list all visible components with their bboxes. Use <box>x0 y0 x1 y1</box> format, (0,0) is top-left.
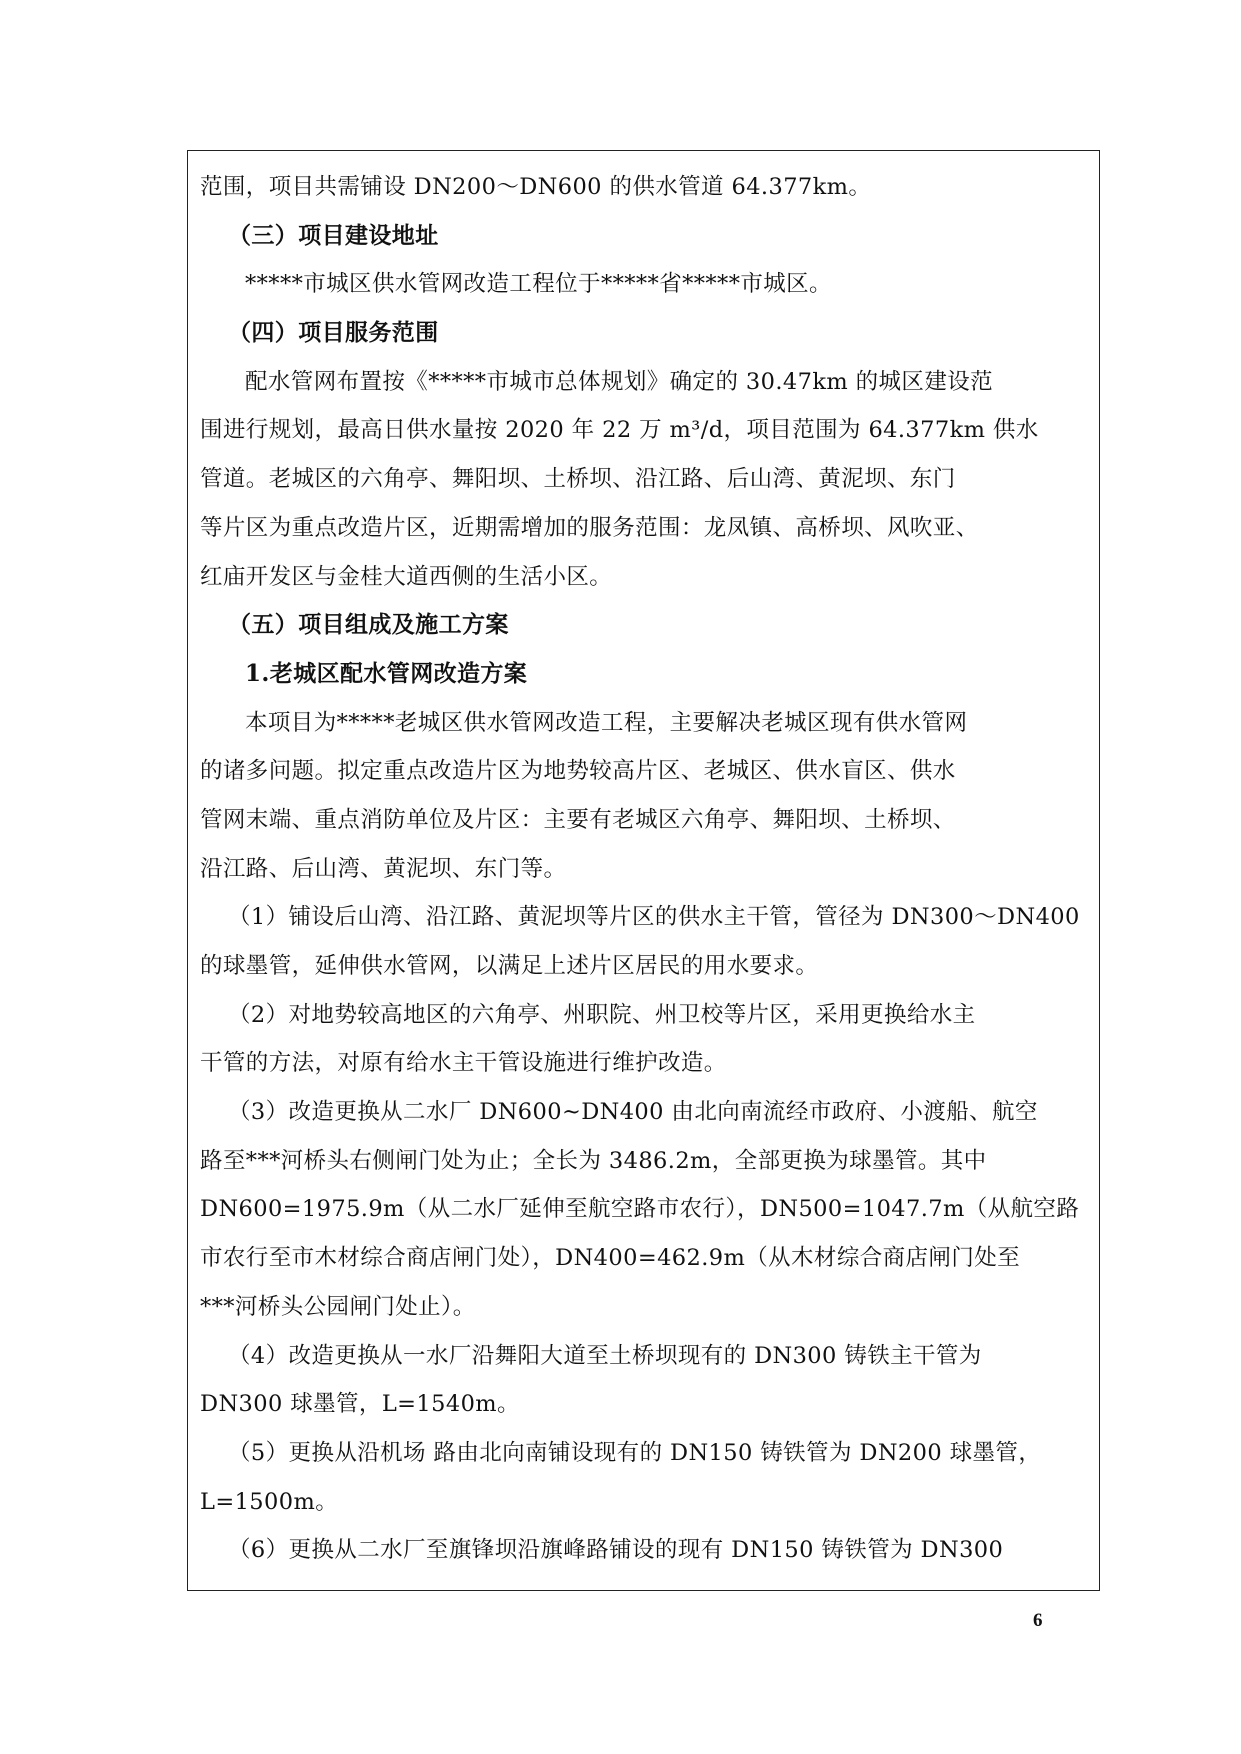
list-item-5: （5）更换从沿机场 路由北向南铺设现有的 DN150 铸铁管为 DN200 球墨管， <box>228 1439 1042 1466</box>
subsection-heading-old-town-plan: 1.老城区配水管网改造方案 <box>245 659 528 687</box>
page-number: 6 <box>1033 1610 1043 1631</box>
paragraph-line: 的球墨管，延伸供水管网，以满足上述片区居民的用水要求。 <box>200 953 819 979</box>
content-frame <box>187 150 1100 1591</box>
list-item-1: （1）铺设后山湾、沿江路、黄泥坝等片区的供水主干管，管径为 DN300～DN400 <box>228 904 1080 931</box>
paragraph-line: *****市城区供水管网改造工程位于*****省*****市城区。 <box>245 271 832 298</box>
list-item-6: （6）更换从二水厂至旗锋坝沿旗峰路铺设的现有 DN150 铸铁管为 DN300 <box>228 1537 1004 1564</box>
paragraph-line: 等片区为重点改造片区，近期需增加的服务范围：龙凤镇、高桥坝、风吹亚、 <box>200 514 979 541</box>
list-item-3: （3）改造更换从二水厂 DN600~DN400 由北向南流经市政府、小渡船、航空 <box>228 1099 1038 1126</box>
paragraph-line: 路至***河桥头右侧闸门处为止；全长为 3486.2m，全部更换为球墨管。其中 <box>200 1147 987 1174</box>
paragraph-line: 配水管网布置按《*****市城市总体规划》确定的 30.47km 的城区建设范 <box>245 368 994 395</box>
section-heading-address: （三）项目建设地址 <box>228 222 439 249</box>
paragraph-line: 市农行至市木材综合商店闸门处），DN400=462.9m（从木材综合商店闸门处至 <box>200 1245 1021 1272</box>
paragraph-line: 围进行规划，最高日供水量按 2020 年 22 万 m³/d，项目范围为 64.377km 供水 <box>200 417 1039 444</box>
paragraph-line: DN300 球墨管，L=1540m。 <box>200 1391 520 1418</box>
section-heading-composition: （五）项目组成及施工方案 <box>228 612 509 639</box>
paragraph-line: L=1500m。 <box>200 1488 339 1515</box>
paragraph-line: 红庙开发区与金桂大道西侧的生活小区。 <box>200 563 613 590</box>
paragraph-line: 管道。老城区的六角亭、舞阳坝、土桥坝、沿江路、后山湾、黄泥坝、东门 <box>200 466 956 493</box>
paragraph-line: DN600=1975.9m（从二水厂延伸至航空路市农行），DN500=1047.7m（从航空路 <box>200 1196 1080 1223</box>
paragraph-line: ***河桥头公园闸门处止）。 <box>200 1293 476 1320</box>
paragraph-line: 干管的方法，对原有给水主干管设施进行维护改造。 <box>200 1050 727 1077</box>
paragraph-line: 本项目为*****老城区供水管网改造工程，主要解决老城区现有供水管网 <box>245 709 968 736</box>
paragraph-line: 沿江路、后山湾、黄泥坝、东门等。 <box>200 855 567 882</box>
paragraph-line: 范围，项目共需铺设 DN200～DN600 的供水管道 64.377km。 <box>200 174 872 200</box>
section-heading-service-scope: （四）项目服务范围 <box>228 320 439 347</box>
paragraph-line: 的诸多问题。拟定重点改造片区为地势较高片区、老城区、供水盲区、供水 <box>200 758 956 785</box>
paragraph-line: 管网末端、重点消防单位及片区：主要有老城区六角亭、舞阳坝、土桥坝、 <box>200 806 956 833</box>
list-item-4: （4）改造更换从一水厂沿舞阳大道至土桥坝现有的 DN300 铸铁主干管为 <box>228 1342 982 1369</box>
list-item-2: （2）对地势较高地区的六角亭、州职院、州卫校等片区，采用更换给水主 <box>228 1001 976 1028</box>
